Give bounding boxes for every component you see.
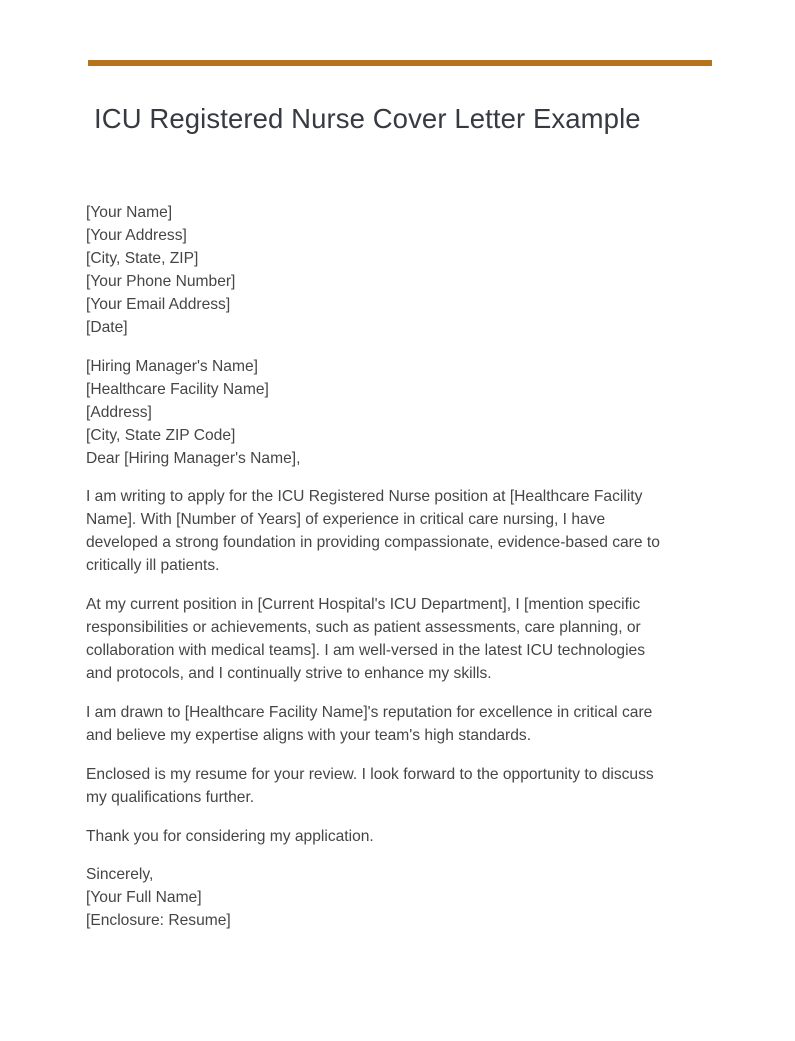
body-paragraph-enclosure (86, 763, 686, 809)
body-paragraph-motivation (86, 701, 686, 747)
paragraph-line: and protocols, and I continually strive to enhance my skills. (86, 665, 492, 682)
letter-date: [Date] (86, 319, 128, 336)
signature-name: [Your Full Name] (86, 889, 202, 906)
salutation: Dear [Hiring Manager's Name], (86, 450, 301, 467)
sender-email: [Your Email Address] (86, 296, 231, 313)
recipient-address: [Address] (86, 404, 152, 421)
valediction: Sincerely, (86, 866, 154, 883)
sender-phone: [Your Phone Number] (86, 273, 236, 290)
sender-address: [Your Address] (86, 227, 187, 244)
paragraph-line: responsibilities or achievements, such as patient assessments, care planning, or (86, 619, 641, 636)
recipient-facility: [Healthcare Facility Name] (86, 381, 269, 398)
paragraph-line: I am writing to apply for the ICU Registered Nurse position at [Healthcare Facility (86, 488, 643, 505)
page-title: ICU Registered Nurse Cover Letter Example (94, 103, 641, 134)
sender-block (86, 201, 686, 339)
enclosure-note: [Enclosure: Resume] (86, 912, 231, 929)
top-accent-rule (88, 60, 712, 66)
body-paragraph-experience (86, 593, 686, 685)
recipient-name: [Hiring Manager's Name] (86, 358, 258, 375)
recipient-city-state-zip: [City, State ZIP Code] (86, 427, 236, 444)
sender-name: [Your Name] (86, 204, 173, 221)
paragraph-line: At my current position in [Current Hospital's ICU Department], I [mention specific (86, 596, 641, 613)
paragraph-line: developed a strong foundation in providing compassionate, evidence-based care to (86, 534, 660, 551)
paragraph-line: I am drawn to [Healthcare Facility Name]'s reputation for excellence in critical care (86, 704, 653, 721)
paragraph-line: Enclosed is my resume for your review. I look forward to the opportunity to discuss (86, 766, 654, 783)
paragraph-line: Name]. With [Number of Years] of experience in critical care nursing, I have (86, 511, 606, 528)
closing-block (86, 863, 686, 932)
recipient-block (86, 355, 686, 470)
paragraph-line: and believe my expertise aligns with your team's high standards. (86, 727, 532, 744)
paragraph-line: collaboration with medical teams]. I am well-versed in the latest ICU technologies (86, 642, 646, 659)
paragraph-line: Thank you for considering my application. (86, 828, 374, 845)
sender-city-state-zip: [City, State, ZIP] (86, 250, 199, 267)
cover-letter-body (86, 201, 686, 932)
paragraph-line: my qualifications further. (86, 789, 255, 806)
paragraph-line: critically ill patients. (86, 557, 220, 574)
body-paragraph-intro (86, 485, 686, 577)
body-paragraph-thanks (86, 825, 686, 848)
